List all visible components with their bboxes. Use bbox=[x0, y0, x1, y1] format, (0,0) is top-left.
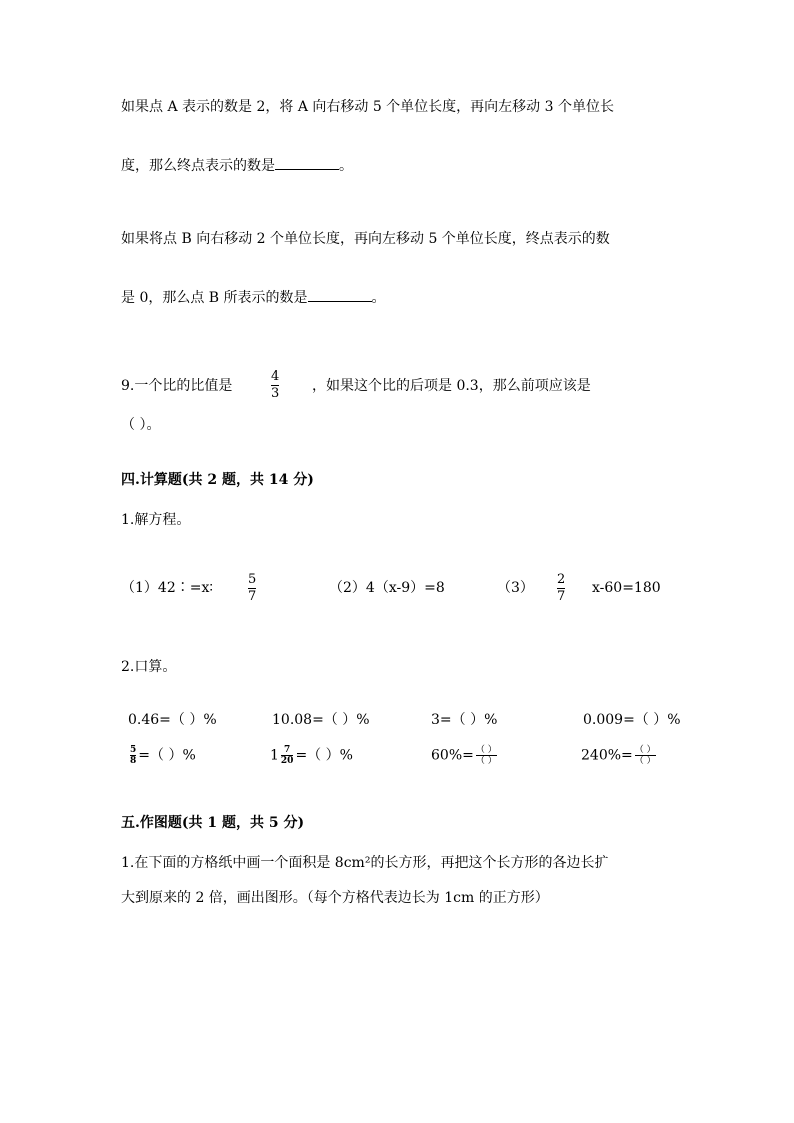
oral-item: 0.46=（ ）% bbox=[128, 712, 217, 728]
section5-title: 五.作图题(共 1 题，共 5 分) bbox=[121, 815, 305, 831]
q8-line2 bbox=[121, 287, 386, 308]
section4-q2-title: 2.口算。 bbox=[121, 659, 177, 675]
fraction-numerator: （ ） bbox=[475, 745, 497, 755]
answer-blank[interactable] bbox=[308, 287, 372, 302]
oral-item bbox=[128, 745, 196, 766]
equation-2: （2）4（x-9）=8 bbox=[329, 580, 445, 596]
answer-blank[interactable] bbox=[275, 155, 339, 170]
fraction-numerator: 2 bbox=[557, 572, 566, 587]
fraction-denominator: 7 bbox=[557, 589, 566, 604]
fraction bbox=[281, 745, 294, 766]
q9-suffix: ，如果这个比的后项是 0.3，那么前项应该是 bbox=[312, 378, 591, 394]
oral-item-tail: =（ ）% bbox=[295, 747, 353, 764]
section4-q1-title: 1.解方程。 bbox=[121, 512, 191, 528]
equation-3-label: （3） bbox=[497, 580, 534, 596]
fraction-denominator: 7 bbox=[248, 589, 257, 604]
section4-title: 四.计算题(共 2 题，共 14 分) bbox=[121, 472, 314, 488]
oral-item-tail: =（ ）% bbox=[138, 747, 196, 764]
mixed-whole: 1 bbox=[270, 747, 279, 764]
fraction-denominator: （ ） bbox=[634, 756, 656, 766]
q9-prefix: 9.一个比的比值是 bbox=[121, 378, 233, 394]
fraction-numerator: 5 bbox=[248, 572, 257, 587]
q9-answer-paren[interactable]: （ ）。 bbox=[121, 417, 161, 433]
q8-line2-end: 。 bbox=[371, 290, 386, 306]
q8-line2-text: 是 0，那么点 B 所表示的数是 bbox=[121, 290, 308, 306]
oral-item bbox=[270, 745, 353, 766]
section5-line1: 1.在下面的方格纸中画一个面积是 8cm²的长方形，再把这个长方形的各边长扩 bbox=[121, 855, 609, 871]
oral-item-prefix: 60%= bbox=[431, 747, 474, 764]
section5-line2: 大到原来的 2 倍，画出图形。（每个方格代表边长为 1cm 的正方形） bbox=[121, 890, 549, 906]
oral-item: 10.08=（ ）% bbox=[272, 712, 370, 728]
equation-1-fraction bbox=[248, 573, 256, 604]
fraction bbox=[635, 745, 656, 766]
equation-1: （1）42∶=x∶ bbox=[121, 580, 213, 596]
fraction-numerator: 7 bbox=[284, 745, 291, 755]
fraction-numerator: 4 bbox=[271, 369, 280, 384]
fraction bbox=[130, 745, 136, 766]
fraction bbox=[476, 745, 497, 766]
oral-item-prefix: 240%= bbox=[581, 747, 633, 764]
fraction-denominator: 3 bbox=[271, 386, 280, 401]
oral-item: 0.009=（ ）% bbox=[583, 712, 681, 728]
fraction-numerator: 5 bbox=[130, 745, 137, 755]
fraction-denominator: 20 bbox=[280, 756, 294, 766]
q7-line2-end: 。 bbox=[339, 158, 353, 174]
equation-3-tail: x-60=180 bbox=[592, 580, 661, 596]
q8-line1: 如果将点 B 向右移动 2 个单位长度，再向左移动 5 个单位长度，终点表示的数 bbox=[121, 231, 610, 247]
q7-line2 bbox=[121, 155, 353, 176]
q7-line2-text: 度，那么终点表示的数是 bbox=[121, 158, 275, 174]
fraction-denominator: 8 bbox=[130, 756, 137, 766]
oral-item: 3=（ ）% bbox=[431, 712, 498, 728]
oral-item bbox=[581, 745, 658, 766]
equation-3-fraction bbox=[557, 573, 565, 604]
fraction-numerator: （ ） bbox=[634, 745, 656, 755]
oral-item bbox=[431, 745, 499, 766]
q9-fraction bbox=[271, 370, 279, 401]
fraction-denominator: （ ） bbox=[475, 756, 497, 766]
q7-line1: 如果点 A 表示的数是 2，将 A 向右移动 5 个单位长度，再向左移动 3 个单位长 bbox=[121, 99, 614, 115]
